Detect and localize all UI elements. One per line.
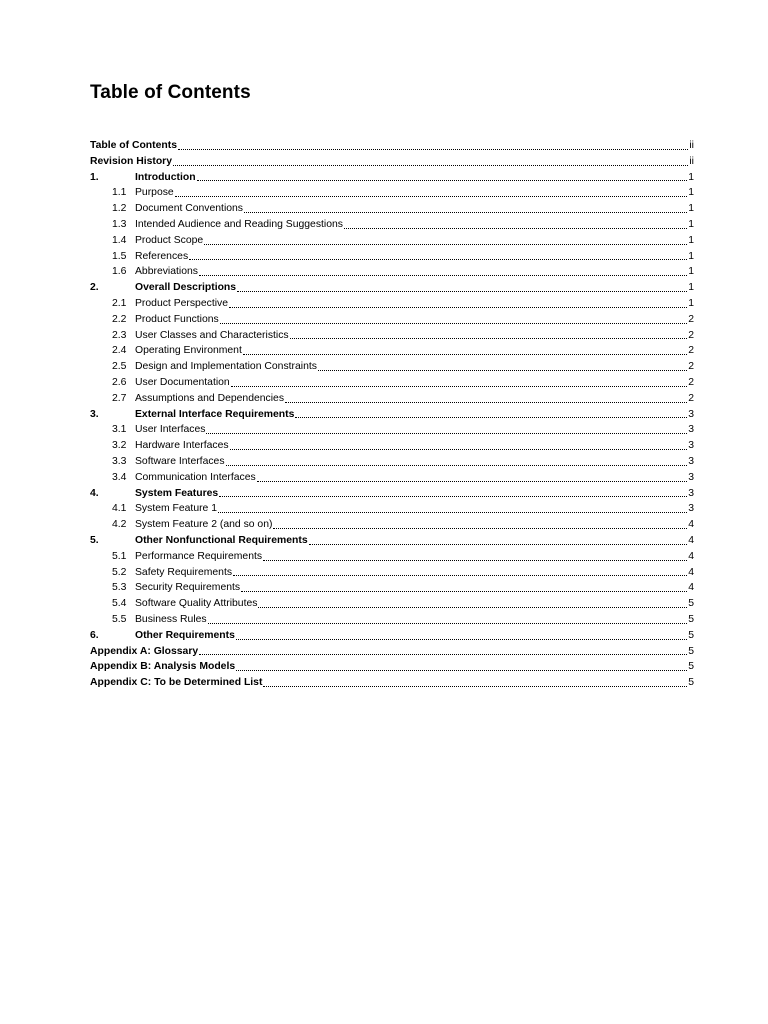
toc-entry[interactable] (90, 328, 694, 344)
toc-entry[interactable] (90, 233, 694, 249)
dot-leader (236, 670, 687, 671)
toc-entry[interactable] (90, 565, 694, 581)
toc-entry[interactable] (90, 675, 694, 691)
toc-entry-number: 3.4 (112, 471, 127, 483)
toc-entry-page-number: 3 (688, 424, 694, 436)
dot-leader (208, 623, 688, 624)
toc-entry-page-number: 1 (688, 282, 694, 294)
toc-entry-number: 3.1 (112, 424, 127, 436)
toc-entry[interactable] (90, 628, 694, 644)
toc-entry-label: Design and Implementation Constraints (135, 361, 317, 373)
toc-entry-page-number: 5 (688, 598, 694, 610)
toc-entry-label: System Feature 2 (and so on) (135, 519, 273, 531)
toc-entry-page-number: 3 (688, 487, 694, 499)
toc-entry-label: Software Quality Attributes (135, 598, 258, 610)
toc-entry-page-number: 5 (688, 661, 694, 673)
toc-entry[interactable] (90, 217, 694, 233)
toc-entry[interactable] (90, 185, 694, 201)
toc-entry[interactable] (90, 343, 694, 359)
toc-entry-label: Abbreviations (135, 266, 198, 278)
dot-leader (285, 402, 687, 403)
toc-entry-label: Safety Requirements (135, 566, 233, 578)
toc-entry-number: 5.5 (112, 613, 127, 625)
dot-leader (175, 196, 688, 197)
toc-entry-label: Purpose (135, 187, 174, 199)
toc-entry[interactable] (90, 201, 694, 217)
dot-leader (219, 496, 687, 497)
toc-entry-label: System Features (135, 487, 219, 499)
toc-entry-label: Business Rules (135, 613, 207, 625)
toc-entry-number: 2.6 (112, 376, 127, 388)
toc-entry-label: External Interface Requirements (135, 408, 295, 420)
toc-entry-label: Performance Requirements (135, 550, 263, 562)
toc-entry-label: User Interfaces (135, 424, 206, 436)
toc-entry-number: 6. (90, 629, 99, 641)
toc-entry-number: 1.2 (112, 203, 127, 215)
toc-entry-label: Table of Contents (90, 140, 177, 151)
toc-entry-number: 3.2 (112, 440, 127, 452)
toc-entry-label: Security Requirements (135, 582, 241, 594)
toc-entry[interactable] (90, 438, 694, 454)
dot-leader (218, 512, 687, 513)
toc-entry-page-number: 5 (688, 629, 694, 641)
dot-leader (237, 291, 687, 292)
toc-entry[interactable] (90, 659, 694, 675)
dot-leader (206, 433, 687, 434)
toc-entry[interactable] (90, 154, 694, 170)
dot-leader (173, 165, 688, 166)
toc-entry-number: 2.5 (112, 361, 127, 373)
toc-entry-page-number: 4 (688, 582, 694, 594)
toc-entry[interactable] (90, 375, 694, 391)
toc-entry[interactable] (90, 407, 694, 423)
toc-entry-page-number: 1 (688, 171, 694, 183)
dot-leader (226, 465, 688, 466)
toc-entry[interactable] (90, 249, 694, 265)
toc-entry-label: User Documentation (135, 376, 230, 388)
dot-leader (263, 560, 687, 561)
toc-entry-number: 1.6 (112, 266, 127, 278)
toc-entry-page-number: 3 (688, 408, 694, 420)
toc-entry[interactable] (90, 312, 694, 328)
dot-leader (258, 607, 687, 608)
toc-entry-label: Revision History (90, 155, 172, 167)
toc-entry-page-number: 1 (688, 250, 694, 262)
toc-entry-page-number: 3 (688, 503, 694, 515)
toc-entry[interactable] (90, 391, 694, 407)
dot-leader (290, 338, 688, 339)
toc-entry[interactable] (90, 486, 694, 502)
toc-entry-page-number: 5 (688, 677, 694, 689)
toc-entry[interactable] (90, 470, 694, 486)
toc-entry-number: 5. (90, 534, 99, 546)
toc-entry-label: Document Conventions (135, 203, 244, 215)
toc-entry-page-number: 4 (688, 550, 694, 562)
toc-entry-page-number: 1 (688, 187, 694, 199)
dot-leader (318, 370, 687, 371)
toc-entry-label: Assumptions and Dependencies (135, 392, 285, 404)
dot-leader (199, 654, 687, 655)
toc-entry-number: 1.3 (112, 218, 127, 230)
toc-entry-number: 2.4 (112, 345, 127, 357)
dot-leader (273, 528, 687, 529)
toc-entry[interactable] (90, 580, 694, 596)
toc-entry-page-number: 2 (688, 361, 694, 373)
dot-leader (243, 354, 687, 355)
toc-entry-label: Appendix B: Analysis Models (90, 661, 236, 673)
dot-leader (178, 149, 688, 150)
toc-entry[interactable] (90, 612, 694, 628)
dot-leader (344, 228, 687, 229)
toc-entry-number: 4.2 (112, 519, 127, 531)
toc-entry-page-number: 2 (688, 376, 694, 388)
toc-entry-number: 2.3 (112, 329, 127, 341)
toc-entry[interactable] (90, 422, 694, 438)
toc-entry-label: Other Nonfunctional Requirements (135, 534, 308, 546)
page-title: Table of Contents (90, 82, 251, 103)
toc-entry-number: 5.2 (112, 566, 127, 578)
toc-entry-page-number: 1 (688, 218, 694, 230)
toc-entry-label: User Classes and Characteristics (135, 329, 289, 341)
toc-entry-number: 1.1 (112, 187, 127, 199)
toc-entry-page-number: 4 (688, 519, 694, 531)
toc-entry[interactable] (90, 501, 694, 517)
toc-entry-page-number: 4 (688, 566, 694, 578)
toc-entry-label: Product Perspective (135, 297, 228, 309)
toc-entry[interactable] (90, 296, 694, 312)
toc-entry-number: 2.1 (112, 297, 127, 309)
toc-entry-page-number: 2 (688, 313, 694, 325)
dot-leader (189, 259, 687, 260)
toc-entry[interactable] (90, 138, 694, 154)
toc-entry-page-number: 1 (688, 266, 694, 278)
toc-entry-page-number: 4 (688, 534, 694, 546)
dot-leader (197, 180, 688, 181)
toc-entry[interactable] (90, 264, 694, 280)
toc-entry-page-number: 2 (688, 392, 694, 404)
toc-entry-label: Overall Descriptions (135, 282, 237, 294)
toc-entry[interactable] (90, 454, 694, 470)
toc-entry-number: 2.7 (112, 392, 127, 404)
toc-entry[interactable] (90, 359, 694, 375)
toc-entry-page-number: ii (689, 155, 694, 167)
toc-entry-label: Product Scope (135, 234, 204, 246)
toc-entry-label: Intended Audience and Reading Suggestions (135, 218, 343, 230)
dot-leader (220, 323, 687, 324)
toc-entry[interactable] (90, 280, 694, 296)
toc-entry-label: Introduction (135, 171, 196, 183)
toc-entry-number: 4.1 (112, 503, 127, 515)
dot-leader (241, 591, 687, 592)
toc-entry-label: Product Functions (135, 313, 219, 325)
toc-entry-number: 2.2 (112, 313, 127, 325)
toc-entry-page-number: ii (689, 140, 694, 151)
toc-entry-number: 1.4 (112, 234, 127, 246)
toc-entry-page-number: 3 (688, 471, 694, 483)
toc-entry-number: 5.1 (112, 550, 127, 562)
dot-leader (309, 544, 688, 545)
dot-leader (257, 481, 688, 482)
dot-leader (244, 212, 687, 213)
toc-entry-page-number: 1 (688, 234, 694, 246)
dot-leader (230, 449, 688, 450)
toc-entry-number: 1. (90, 171, 99, 183)
toc-entry[interactable] (90, 170, 694, 186)
dot-leader (233, 575, 687, 576)
toc-entry[interactable] (90, 517, 694, 533)
toc-entry-page-number: 5 (688, 645, 694, 657)
toc-entry-number: 3.3 (112, 455, 127, 467)
toc-entry-label: System Feature 1 (135, 503, 218, 515)
toc-entry-page-number: 2 (688, 345, 694, 357)
toc-entry[interactable] (90, 549, 694, 565)
dot-leader (199, 275, 687, 276)
toc-entry-number: 2. (90, 282, 99, 294)
toc-entry-label: References (135, 250, 189, 262)
toc-entry-page-number: 2 (688, 329, 694, 341)
toc-entry-label: Other Requirements (135, 629, 235, 641)
toc-entry-number: 3. (90, 408, 99, 420)
toc-entry-label: Appendix A: Glossary (90, 645, 199, 657)
dot-leader (204, 244, 687, 245)
toc-entry-page-number: 5 (688, 613, 694, 625)
toc-entry[interactable] (90, 596, 694, 612)
toc-entry-number: 5.3 (112, 582, 127, 594)
table-of-contents (90, 138, 694, 691)
toc-entry-number: 1.5 (112, 250, 127, 262)
toc-entry-number: 5.4 (112, 598, 127, 610)
toc-entry-page-number: 3 (688, 440, 694, 452)
toc-entry-page-number: 3 (688, 455, 694, 467)
dot-leader (231, 386, 688, 387)
dot-leader (295, 417, 687, 418)
toc-entry-label: Software Interfaces (135, 455, 225, 467)
toc-entry-page-number: 1 (688, 203, 694, 215)
dot-leader (229, 307, 687, 308)
toc-entry[interactable] (90, 644, 694, 660)
toc-entry-label: Operating Environment (135, 345, 242, 357)
dot-leader (236, 639, 687, 640)
toc-entry-label: Appendix C: To be Determined List (90, 677, 263, 689)
dot-leader (263, 686, 687, 687)
toc-entry-label: Communication Interfaces (135, 471, 256, 483)
toc-entry-label: Hardware Interfaces (135, 440, 229, 452)
toc-entry[interactable] (90, 533, 694, 549)
toc-entry-number: 4. (90, 487, 99, 499)
toc-entry-page-number: 1 (688, 297, 694, 309)
